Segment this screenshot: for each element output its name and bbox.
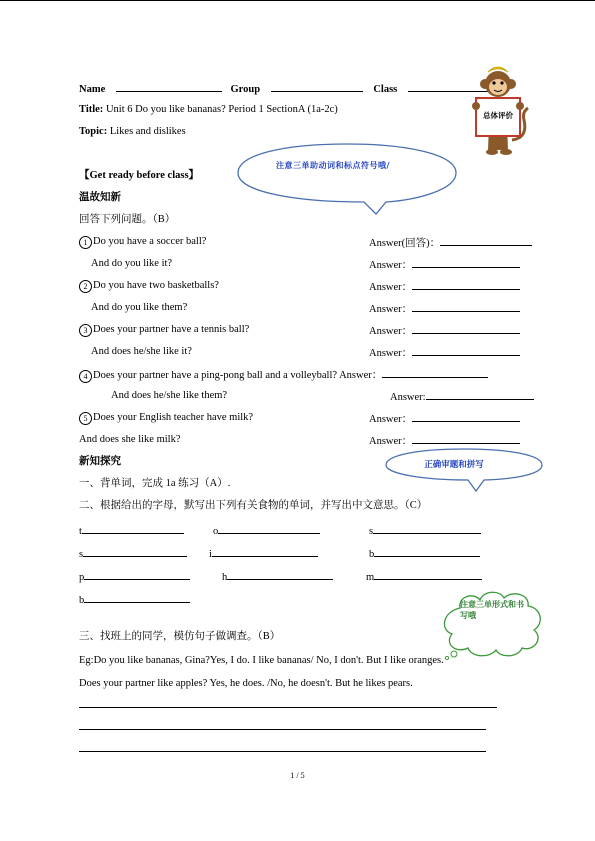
word-line[interactable] <box>84 569 190 580</box>
answer-blank[interactable] <box>412 433 520 444</box>
answer-label: Answer(回答)： <box>369 238 441 249</box>
page-number: 1 / 5 <box>290 771 305 780</box>
example-1: Eg:Do you like bananas, Gina?Yes, I do. I like bananas/ No, I don't. But I like oranges. <box>79 655 444 666</box>
badge-text: 总体评价 <box>483 111 513 120</box>
question-4[interactable] <box>79 367 488 383</box>
letter: o <box>213 526 219 537</box>
answer-5b[interactable] <box>369 433 520 448</box>
word-line[interactable] <box>374 569 482 580</box>
class-label: Class <box>373 84 398 95</box>
q-number: 2 <box>79 280 92 293</box>
q-text: Does your partner have a ping-pong ball and a volleyball? <box>93 370 338 381</box>
word-blank-b2[interactable] <box>79 592 190 607</box>
letter: b <box>79 595 85 606</box>
word-line[interactable] <box>227 569 333 580</box>
speech-bubble-2 <box>384 447 544 493</box>
question-3 <box>79 323 249 337</box>
title-line <box>79 103 338 116</box>
new-title: 新知探究 <box>79 456 121 467</box>
followup-3: And does he/she like it? <box>91 346 192 357</box>
task-3: 三、找班上的同学，模仿句子做调查。（B） <box>79 631 281 642</box>
word-line[interactable] <box>218 523 320 534</box>
q-text: Do you have a soccer ball? <box>93 236 207 247</box>
name-label: Name <box>79 84 106 95</box>
word-blank-t[interactable] <box>79 523 184 538</box>
followup-4: And does he/she like them? <box>111 390 228 401</box>
q-text: Do you have two basketballs? <box>93 280 219 291</box>
answer-3[interactable] <box>369 323 520 338</box>
group-blank[interactable] <box>271 81 363 92</box>
top-rule <box>0 0 595 1</box>
review-title: 温故知新 <box>79 192 121 203</box>
answer-2[interactable] <box>369 279 520 294</box>
answer-label: Answer： <box>369 414 413 425</box>
topic-label: Topic: <box>79 126 108 137</box>
word-blank-h[interactable] <box>222 569 333 584</box>
answer-1[interactable] <box>369 235 532 250</box>
question-1 <box>79 235 206 249</box>
writing-line-3[interactable] <box>79 751 486 752</box>
word-blank-m[interactable] <box>366 569 482 584</box>
q-number: 3 <box>79 324 92 337</box>
answer-3b[interactable] <box>369 345 520 360</box>
question-5 <box>79 411 253 425</box>
word-line[interactable] <box>373 523 481 534</box>
answer-label: Answer： <box>369 436 413 447</box>
question-2 <box>79 279 219 293</box>
answer-2b[interactable] <box>369 301 520 316</box>
answer-blank[interactable] <box>440 235 532 246</box>
letter: s <box>369 526 374 537</box>
bubble-3-text: 注意三单形式和书写哦 <box>460 600 524 620</box>
task-1: 一、背单词，完成 1a 练习（A）. <box>79 478 231 489</box>
bubble-2-text: 正确审题和拼写 <box>424 460 484 470</box>
writing-line-1[interactable] <box>79 707 497 708</box>
answer-blank[interactable] <box>412 323 520 334</box>
answer-label: Answer： <box>369 326 413 337</box>
writing-line-2[interactable] <box>79 729 486 730</box>
word-line[interactable] <box>374 546 480 557</box>
answer-blank[interactable] <box>412 345 520 356</box>
q-number: 5 <box>79 412 92 425</box>
answer-4b[interactable] <box>390 389 534 404</box>
answer-blank[interactable] <box>382 367 488 378</box>
word-blank-p[interactable] <box>79 569 190 584</box>
answer-blank[interactable] <box>412 279 520 290</box>
answer-5[interactable] <box>369 411 520 426</box>
letter: p <box>79 572 85 583</box>
answer-blank[interactable] <box>412 301 520 312</box>
followup-2: And do you like them? <box>91 302 188 313</box>
title-value: Unit 6 Do you like bananas? Period 1 SectionA (1a-2c) <box>105 104 338 115</box>
word-line[interactable] <box>212 546 318 557</box>
letter: s <box>79 549 84 560</box>
q-text: Does your partner have a tennis ball? <box>93 324 250 335</box>
bubble-1-text: 注意三单助动词和标点符号哦/ <box>276 161 390 170</box>
answer-label: Answer： <box>369 304 413 315</box>
answer-label: Answer: <box>390 392 426 403</box>
word-blank-o[interactable] <box>213 523 320 538</box>
title-label: Title: <box>79 104 104 115</box>
letter: m <box>366 572 375 583</box>
word-line[interactable] <box>82 523 184 534</box>
q-number: 1 <box>79 236 92 249</box>
name-field[interactable] <box>79 81 488 96</box>
word-blank-s1[interactable] <box>369 523 481 538</box>
answer-blank[interactable] <box>412 257 520 268</box>
topic-value: Likes and dislikes <box>109 126 186 137</box>
topic-line <box>79 125 186 138</box>
q-text: Does your English teacher have milk? <box>93 412 254 423</box>
answer-label: Answer： <box>369 348 413 359</box>
answer-blank[interactable] <box>412 411 520 422</box>
task-2: 二、根据给出的字母，默写出下列有关食物的单词，并写出中文意思。（C） <box>79 500 428 511</box>
letter: i <box>209 549 212 560</box>
example-2: Does your partner like apples? Yes, he does. /No, he doesn't. But he likes pears. <box>79 678 413 689</box>
word-line[interactable] <box>83 546 187 557</box>
name-blank[interactable] <box>116 81 222 92</box>
word-blank-b1[interactable] <box>369 546 480 561</box>
q-number: 4 <box>79 370 92 383</box>
answer-blank[interactable] <box>426 389 534 400</box>
word-line[interactable] <box>84 592 190 603</box>
answer-label: Answer： <box>339 370 383 381</box>
monkey-badge-icon <box>462 60 534 160</box>
review-instruction: 回答下列问题。（B） <box>79 214 176 225</box>
answer-label: Answer： <box>369 260 413 271</box>
followup-5: And does she like milk? <box>79 434 181 445</box>
answer-1b[interactable] <box>369 257 520 272</box>
letter: b <box>369 549 375 560</box>
letter: t <box>79 526 82 537</box>
answer-label: Answer： <box>369 282 413 293</box>
speech-bubble-1 <box>236 142 458 216</box>
word-blank-i[interactable] <box>209 546 318 561</box>
word-blank-s2[interactable] <box>79 546 187 561</box>
followup-1: And do you like it? <box>91 258 173 269</box>
section-ready: 【Get ready before class】 <box>79 170 200 181</box>
group-label: Group <box>230 84 261 95</box>
letter: h <box>222 572 228 583</box>
